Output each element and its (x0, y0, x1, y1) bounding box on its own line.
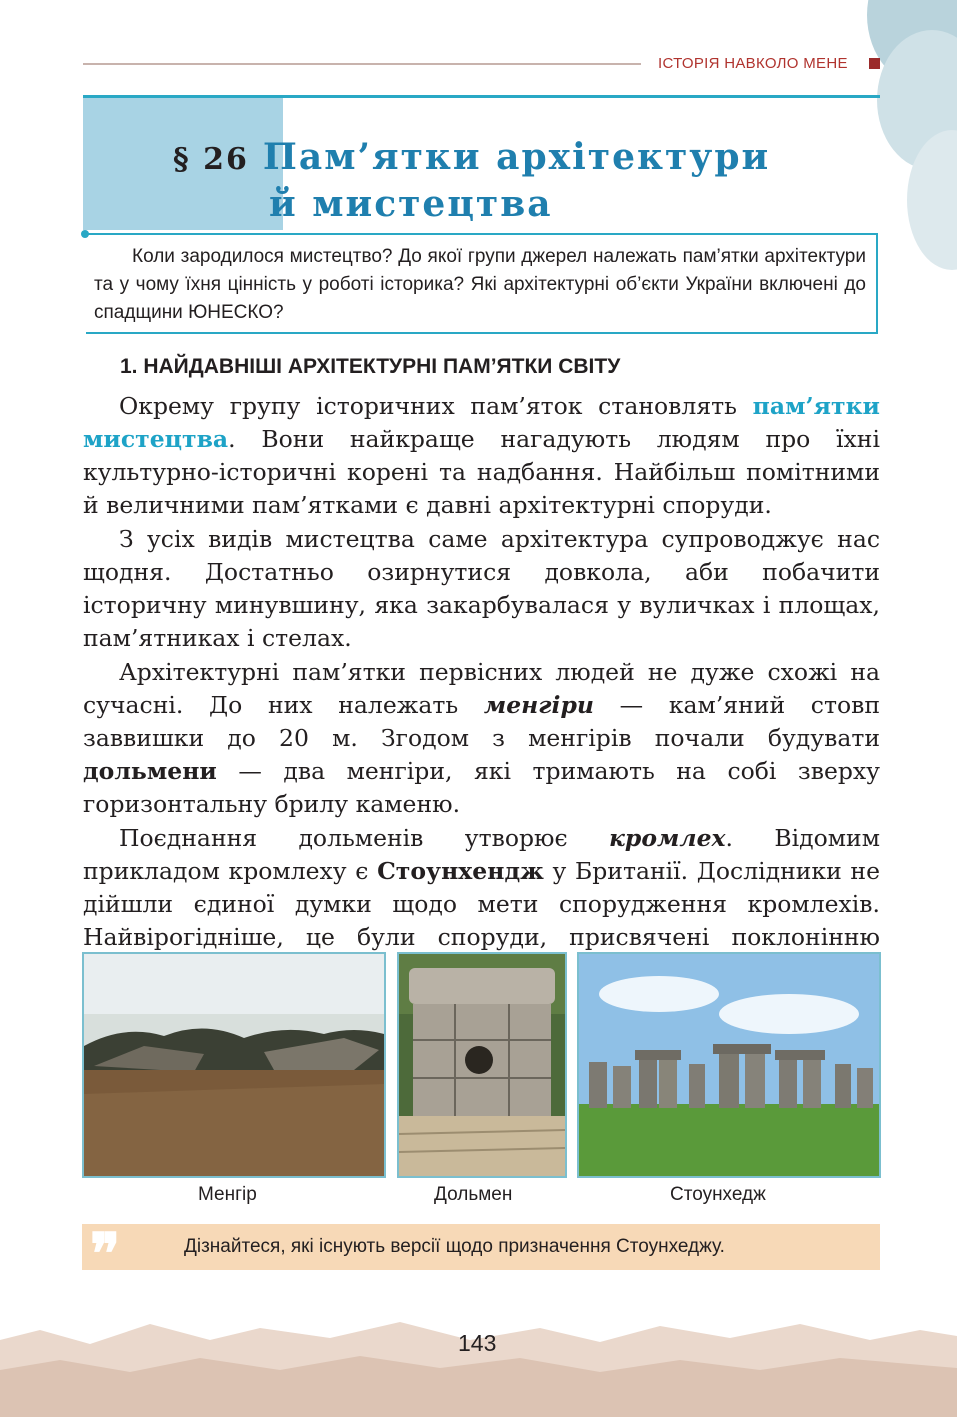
figure-caption-stonehenge: Стоунхедж (670, 1184, 766, 1205)
chapter-title-line2: й мистецтва (269, 183, 553, 225)
header-rule (83, 63, 641, 65)
dolmen-photo (397, 952, 567, 1178)
paragraph-3: Архітектурні пам’ятки первісних людей не дуже схожі на сучасні. До них належать менгіри — кам’яний стовп заввишки до 20 м. Згодом з менгірів почали будувати дольмени — два менгіри, які тримають на собі зверху горизонтальну брилу каменю. (83, 658, 880, 818)
chapter-title (173, 135, 770, 226)
running-header: ІСТОРІЯ НАВКОЛО МЕНЕ (658, 55, 848, 72)
section-heading: 1. НАЙДАВНІШІ АРХІТЕКТУРНІ ПАМ’ЯТКИ СВІТУ (120, 355, 621, 378)
paragraph-1: Окрему групу історичних пам’яток становлять пам’ятки мистецтва. Вони найкраще нагадують людям про їхні культурно-історичні корені та надбання. Найбільш помітними й величними пам’ятками є давні архітектурні споруди. (83, 392, 880, 519)
figure-caption-menhir: Менгір (198, 1184, 257, 1205)
body-text (83, 390, 880, 988)
menhir-photo (82, 952, 386, 1178)
decorative-ground (0, 1310, 957, 1417)
chapter-title-block (83, 95, 880, 230)
term-cromlech: кромлех (609, 824, 726, 852)
term-dolmens: дольмени (83, 757, 217, 785)
task-box (82, 1221, 880, 1287)
paragraph-4: Поєднання дольменів утворює кромлех. Відомим прикладом кромлеху є Стоунхендж у Британії. Дослідники не дійшли єдиної думки щодо мети спорудження кромлехів. Найвірогідніше, це були споруди, присвячені поклонінню (83, 824, 880, 951)
task-text: Дізнайтеся, які існують версії щодо призначення Стоунхеджу. (184, 1236, 725, 1257)
page-number: 143 (458, 1330, 497, 1356)
term-stonehenge: Стоунхендж (377, 857, 544, 885)
term-menhirs: менгіри (483, 691, 594, 719)
box-dot (81, 230, 89, 238)
quote-icon: ❞ (90, 1221, 121, 1287)
intro-questions-box (86, 233, 878, 334)
header-marker (869, 58, 880, 69)
chapter-title-line1: Пам’ятки архітектури (262, 136, 771, 178)
stonehenge-photo (577, 952, 881, 1178)
figure-caption-dolmen: Дольмен (434, 1184, 513, 1205)
paragraph-number: § 26 (173, 142, 249, 177)
term-art-monuments: пам’ятки мистецтва (83, 392, 880, 453)
paragraph-2: З усіх видів мистецтва саме архітектура супроводжує нас щодня. Достатньо озирнутися довкола, аби побачити історичну минувшину, яка закарбувалася у вуличках і площах, пам’ятниках і стелах. (83, 525, 880, 652)
title-top-rule (83, 95, 880, 98)
intro-questions: Коли зародилося мистецтво? До якої групи джерел належать пам’ятки архітектури та у чому їхня цінність у роботі історика? Які архітектурні об’єкти України включені до спадщини ЮНЕСКО? (94, 246, 866, 323)
